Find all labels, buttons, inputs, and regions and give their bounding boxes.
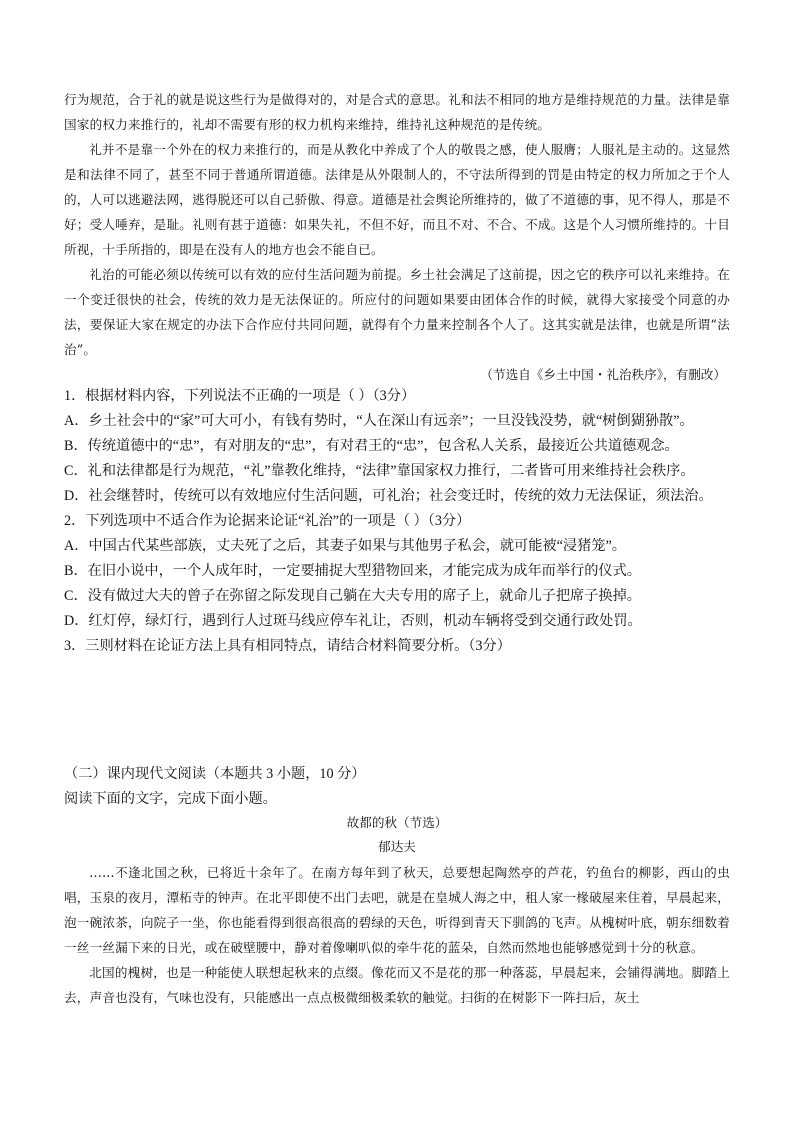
question-2-stem: 2．下列选项中不适合作为论据来论证“礼治”的一项是（ ）（3分）	[64, 513, 471, 529]
passage-1-paragraph-1: 行为规范，合于礼的就是说这些行为是做得对的，对是合式的意思。礼和法不相同的地方是维持规范的力量。法律是靠国家的权力来推行的，礼却不需要有形的权力机构来维持，维持礼这种规范的是传统。	[64, 92, 730, 132]
question-2-option-d: D．红灯停，绿灯行，遇到行人过斑马线应停车礼让，否则，机动车辆将受到交通行政处罚。	[64, 613, 642, 629]
question-1-option-c: C．礼和法律都是行为规范，“礼”靠教化维持，“法律”靠国家权力推行，二者皆可用来维持社会秩序。	[64, 463, 695, 479]
section-2-instruction: 阅读下面的文字，完成下面小题。	[64, 791, 277, 807]
question-2-option-a: A．中国古代某些部族，丈夫死了之后，其妻子如果与其他男子私会，就可能被“浸猪笼”。	[64, 538, 626, 554]
question-3-stem: 3．三则材料在论证方法上具有相同特点，请结合材料简要分析。（3分）	[64, 638, 511, 654]
question-1-stem: 1．根据材料内容，下列说法不正确的一项是（ ）（3分）	[64, 388, 416, 404]
passage-1-paragraph-3: 礼治的可能必须以传统可以有效的应付生活问题为前提。乡土社会满足了这前提，因之它的秩序可以礼来维持。在一个变迁很快的社会，传统的效力是无法保证的。所应付的问题如果要由团体合作的时候，就得大家接受个同意的办法，要保证大家在规定的办法下合作应付共同问题，就得有个力量来控制各个人了。这其实就是法律，也就是所谓“法治”。	[64, 267, 730, 357]
passage-2	[64, 860, 730, 1010]
essay-title: 故都的秋（节选）	[346, 815, 448, 830]
question-1-option-a: A．乡土社会中的“家”可大可小，有钱有势时，“人在深山有远亲”；一旦没钱没势，就“树倒猢狲散”。	[64, 413, 694, 429]
passage-1	[64, 87, 730, 362]
question-2-option-c: C．没有做过大夫的曾子在弥留之际发现自己躺在大夫专用的席子上，就命儿子把席子换掉。	[64, 588, 641, 604]
section-2-heading: （二）课内现代文阅读（本题共 3 小题，10 分）	[64, 766, 366, 782]
passage-1-source: （节选自《乡土中国・礼治秩序》，有删改）	[480, 367, 726, 382]
question-2-option-b: B．在旧小说中，一个人成年时，一定要捕捉大型猎物回来，才能完成为成年而举行的仪式。	[64, 563, 641, 579]
passage-1-paragraph-2: 礼并不是靠一个外在的权力来推行的，而是从教化中养成了个人的敬畏之感，使人服膺；人服礼是主动的。这显然是和法律不同了，甚至不同于普通所谓道德。法律是从外限制人的，不守法所得到的罚是由特定的权力所加之于个人的，人可以逃避法网，逃得脱还可以自己骄傲、得意。道德是社会舆论所维持的，做了不道德的事，见不得人，那是不好；受人唾弃，是耻。礼则有甚于道德：如果失礼，不但不好，而且不对、不合、不成。这是个人习惯所维持的。十目所视，十手所指的，即是在没有人的地方也会不能自已。	[64, 142, 730, 257]
essay-author: 郁达夫	[378, 839, 416, 854]
question-list	[64, 384, 734, 659]
question-1-option-b: B．传统道德中的“忠”，有对朋友的“忠”，有对君王的“忠”，包含私人关系，最接近公共道德观念。	[64, 438, 679, 454]
passage-2-paragraph-1: ……不逢北国之秋，已将近十余年了。在南方每年到了秋天，总要想起陶然亭的芦花，钓鱼台的柳影，西山的虫唱，玉泉的夜月，潭柘寺的钟声。在北平即使不出门去吧，就是在皇城人海之中，租人家一椽破屋来住着，早晨起来，泡一碗浓茶，向院子一坐，你也能看得到很高很高的碧绿的天色，听得到青天下驯鸽的飞声。从槐树叶底，朝东细数着一丝一丝漏下来的日光，或在破壁腰中，静对着像喇叭似的牵牛花的蓝朵，自然而然地也能够感觉到十分的秋意。	[64, 865, 730, 955]
passage-2-paragraph-2: 北国的槐树，也是一种能使人联想起秋来的点缀。像花而又不是花的那一种落蕊，早晨起来，会铺得满地。脚踏上去，声音也没有，气味也没有，只能感出一点点极微细极柔软的触觉。扫街的在树影下一阵扫后，灰土	[64, 965, 730, 1005]
section-2-header	[64, 762, 734, 812]
question-1-option-d: D．社会继替时，传统可以有效地应付生活问题，可礼治；社会变迁时，传统的效力无法保证，须法治。	[64, 488, 713, 504]
